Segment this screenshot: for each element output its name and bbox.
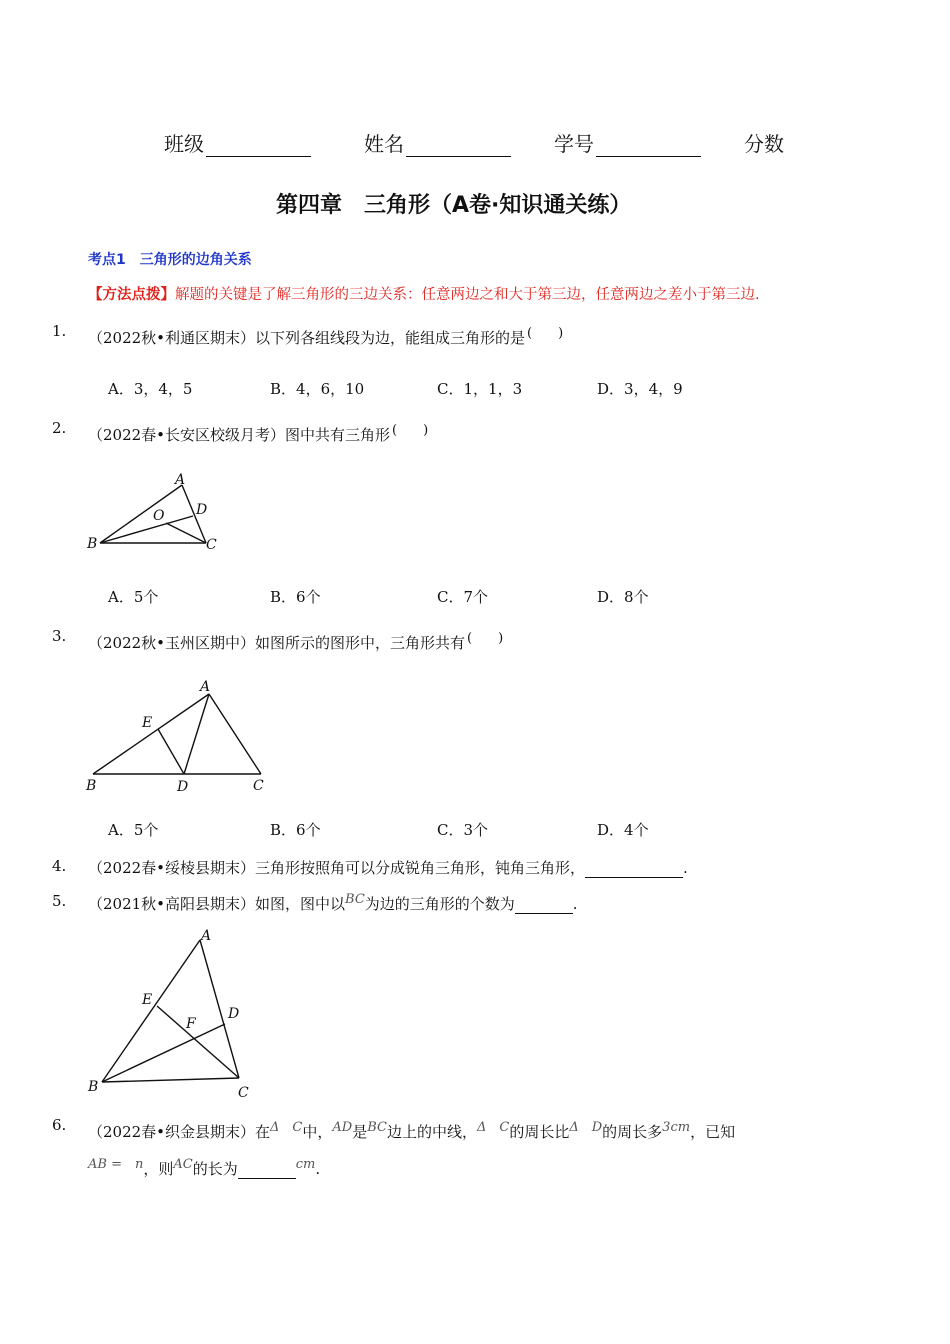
q3-stem: [88, 627, 503, 653]
q1-text: （2022秋•利通区期末）以下列各组线段为边，能组成三角形的是: [88, 329, 526, 347]
q2-option-a[interactable]: A．5个: [108, 588, 159, 606]
q5-label-a: A: [201, 928, 212, 944]
q6-sym5: Δ D: [569, 1120, 603, 1135]
page-title: 第四章 三角形（A卷·知识通关练）: [276, 193, 632, 218]
q5-label-c: C: [238, 1085, 249, 1098]
q6-text-d: 边上的中线，: [386, 1123, 477, 1141]
q6-text-f: 的周长多: [602, 1123, 663, 1141]
q3-option-b[interactable]: B．6个: [270, 821, 321, 839]
q6-text-i: 的长为: [192, 1160, 238, 1178]
q2-number: 2.: [52, 419, 67, 437]
knowledge-point-heading: 考点1 三角形的边角关系: [88, 252, 252, 268]
q1-option-c[interactable]: C．1，1，3: [437, 380, 523, 398]
q5-text-b: 为边的三角形的个数为: [364, 895, 515, 913]
q5-end: .: [572, 895, 578, 913]
q5-label-e: E: [142, 992, 153, 1008]
q6-sym2: AD: [332, 1120, 353, 1135]
q5-symbol-bc: BC: [345, 892, 365, 907]
q2-option-b[interactable]: B．6个: [270, 588, 321, 606]
tip-text: 解题的关键是了解三角形的三边关系：任意两边之和大于第三边，任意两边之差小于第三边.: [175, 287, 760, 303]
q5-label-d: D: [228, 1006, 240, 1022]
score-label: 分数: [744, 132, 784, 156]
q4-answer-blank[interactable]: [585, 862, 683, 878]
q6-text-a: （2022春•织金县期末）在: [88, 1123, 271, 1141]
q2-label-c: C: [206, 537, 217, 553]
q6-sym7: AB = n: [88, 1157, 144, 1172]
q2-figure: [82, 462, 232, 562]
q2-label-d: D: [196, 502, 208, 518]
q4-text: （2022春•绥棱县期末）三角形按照角可以分成锐角三角形，钝角三角形，: [88, 859, 586, 877]
q5-seg-bd: [102, 1024, 225, 1082]
q4-stem: [88, 857, 688, 878]
q6-stem-line1: [88, 1116, 735, 1142]
q5-text-a: （2021秋•高阳县期末）如图，图中以: [88, 895, 346, 913]
class-label: 班级: [164, 132, 204, 156]
class-field[interactable]: [164, 128, 311, 157]
q3-label-e: E: [142, 715, 153, 731]
q3-text: （2022秋•玉州区期中）如图所示的图形中，三角形共有: [88, 634, 466, 652]
q2-stem: [88, 419, 428, 445]
id-field[interactable]: [554, 128, 701, 157]
q1-option-a[interactable]: A．3，4，5: [108, 380, 193, 398]
q5-seg-bc: [102, 1078, 239, 1082]
q3-figure: [80, 672, 280, 800]
q3-label-b: B: [86, 778, 97, 794]
q5-number: 5.: [52, 892, 67, 910]
q6-text-c: 是: [352, 1123, 368, 1141]
q5-seg-ba: [102, 940, 200, 1082]
q3-seg-ad: [184, 694, 209, 774]
q6-text-b: 中，: [302, 1123, 333, 1141]
q3-answer-paren[interactable]: ( ): [467, 631, 504, 646]
q6-end: .: [315, 1160, 321, 1178]
q3-option-d[interactable]: D．4个: [597, 821, 649, 839]
q5-answer-blank[interactable]: [515, 898, 573, 914]
q3-seg-ac: [209, 694, 261, 774]
q4-number: 4.: [52, 857, 67, 875]
q2-option-c[interactable]: C．7个: [437, 588, 489, 606]
q3-label-d: D: [177, 779, 189, 795]
q4-end: .: [683, 859, 688, 877]
q2-seg-ba: [100, 485, 182, 543]
q6-number: 6.: [52, 1116, 67, 1134]
q6-text-e: 的周长比: [509, 1123, 570, 1141]
q2-label-o: O: [153, 508, 165, 524]
q1-stem: [88, 322, 563, 348]
q5-figure: [82, 922, 262, 1098]
q2-label-b: B: [87, 536, 98, 552]
q6-sym8: AC: [173, 1157, 193, 1172]
q3-label-c: C: [253, 778, 264, 794]
q6-sym6: 3cm: [662, 1120, 691, 1135]
q2-label-a: A: [175, 472, 186, 488]
name-field[interactable]: [364, 128, 511, 157]
q5-seg-ec: [157, 1006, 239, 1078]
q1-answer-paren[interactable]: ( ): [527, 326, 564, 341]
q2-option-d[interactable]: D．8个: [597, 588, 649, 606]
name-blank[interactable]: [406, 136, 511, 157]
q1-number: 1.: [52, 322, 67, 340]
q2-seg-oc: [166, 523, 206, 543]
q6-text-h: ，则: [143, 1160, 174, 1178]
q6-answer-blank[interactable]: [238, 1163, 296, 1179]
id-label: 学号: [554, 132, 594, 156]
q6-sym4: Δ C: [476, 1120, 510, 1135]
q3-seg-ba: [93, 694, 209, 774]
q3-seg-ed: [158, 729, 184, 774]
q6-sym9: cm: [295, 1157, 316, 1172]
q6-sym3: BC: [367, 1120, 387, 1135]
class-blank[interactable]: [206, 136, 311, 157]
q3-label-a: A: [200, 679, 211, 695]
q1-option-d[interactable]: D．3，4，9: [597, 380, 683, 398]
q2-text: （2022春•长安区校级月考）图中共有三角形: [88, 426, 391, 444]
q6-sym1: Δ C: [270, 1120, 303, 1135]
q5-label-b: B: [88, 1079, 99, 1095]
q3-number: 3.: [52, 627, 67, 645]
q2-answer-paren[interactable]: ( ): [392, 423, 429, 438]
q1-option-b[interactable]: B．4，6，10: [270, 380, 365, 398]
q6-stem-line2: [88, 1153, 320, 1179]
q5-label-f: F: [186, 1016, 196, 1032]
method-tip: [88, 283, 760, 304]
q5-stem: [88, 892, 578, 914]
q6-text-g: ，已知: [690, 1123, 736, 1141]
q3-option-c[interactable]: C．3个: [437, 821, 489, 839]
q3-option-a[interactable]: A．5个: [108, 821, 159, 839]
name-label: 姓名: [364, 132, 404, 156]
id-blank[interactable]: [596, 136, 701, 157]
tip-label: 【方法点拨】: [88, 287, 175, 303]
